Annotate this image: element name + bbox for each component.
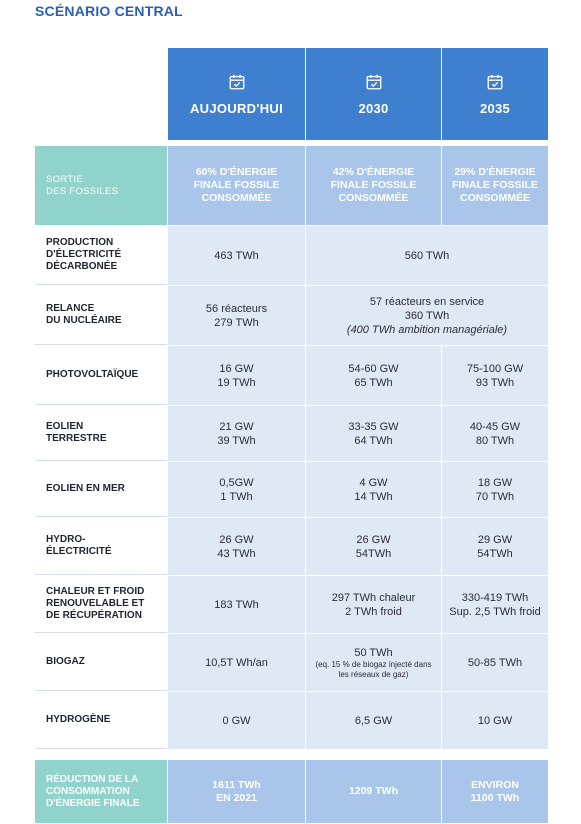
cell-today: 60% D'ÉNERGIE FINALE FOSSILE CONSOMMÉE (167, 146, 305, 225)
row-label: HYDROGÈNE (35, 692, 167, 749)
row-label: RELANCE DU NUCLÉAIRE (35, 286, 167, 345)
cell-2030: 4 GW 14 TWh (305, 462, 441, 517)
cell-2030-2035: 57 réacteurs en service 360 TWh (400 TWh ambition managériale) (305, 286, 548, 345)
column-label: AUJOURD'HUI (189, 100, 284, 116)
table-row-photovoltaique (35, 346, 548, 406)
cell-today: 183 TWh (167, 576, 305, 633)
table-row-nucleaire (35, 286, 548, 346)
cell-2030-2035: 560 TWh (305, 226, 548, 285)
column-label: 2035 (479, 100, 511, 116)
row-label: BIOGAZ (35, 634, 167, 691)
table-header (35, 48, 548, 140)
cell-2035: 50-85 TWh (441, 634, 548, 691)
cell-today: 26 GW 43 TWh (167, 518, 305, 575)
table-row-hydrogene (35, 692, 548, 750)
row-label: EOLIEN TERRESTRE (35, 406, 167, 461)
cell-today: 16 GW 19 TWh (167, 346, 305, 405)
row-label: SORTIE DES FOSSILES (35, 146, 167, 225)
cell-2035: 75-100 GW 93 TWh (441, 346, 548, 405)
cell-today: 0,5GW 1 TWh (167, 462, 305, 517)
cell-2030: 42% D'ÉNERGIE FINALE FOSSILE CONSOMMÉE (305, 146, 441, 225)
cell-today: 56 réacteurs 279 TWh (167, 286, 305, 345)
cell-2035: 29 GW 54TWh (441, 518, 548, 575)
column-header-2035 (441, 48, 548, 140)
row-label: CHALEUR ET FROID RENOUVELABLE ET DE RÉCUPÉRATION (35, 576, 167, 633)
cell-2030: 1209 TWh (305, 760, 441, 823)
cell-2030: 54-60 GW 65 TWh (305, 346, 441, 405)
calendar-check-icon (365, 73, 383, 91)
column-header-today (167, 48, 305, 140)
row-label: EOLIEN EN MER (35, 462, 167, 517)
cell-2035: 10 GW (441, 692, 548, 749)
table-row-consommation (35, 760, 548, 824)
table-row-biogaz (35, 634, 548, 692)
cell-today: 463 TWh (167, 226, 305, 285)
table-row-chaleur (35, 576, 548, 634)
cell-2035: 40-45 GW 80 TWh (441, 406, 548, 461)
cell-2030: 33-35 GW 64 TWh (305, 406, 441, 461)
cell-2030: 6,5 GW (305, 692, 441, 749)
cell-2035: 18 GW 70 TWh (441, 462, 548, 517)
column-label: 2030 (358, 100, 389, 116)
header-blank (35, 48, 167, 140)
cell-2035: ENVIRON 1100 TWh (441, 760, 548, 823)
cell-2035: 330-419 TWh Sup. 2,5 TWh froid (441, 576, 548, 633)
table-row-eolien-terrestre (35, 406, 548, 462)
page-title: SCÉNARIO CENTRAL (35, 3, 183, 19)
table-row-eolien-mer (35, 462, 548, 518)
cell-2030: 26 GW 54TWh (305, 518, 441, 575)
cell-2030: 297 TWh chaleur 2 TWh froid (305, 576, 441, 633)
cell-today: 0 GW (167, 692, 305, 749)
row-label: RÉDUCTION DE LA CONSOMMATION D'ÉNERGIE FINALE (35, 760, 167, 823)
table-row-fossiles (35, 146, 548, 226)
cell-2030: 50 TWh (eq. 15 % de biogaz injecté dans les réseaux de gaz) (305, 634, 441, 691)
calendar-check-icon (228, 73, 246, 91)
table-row-electricite (35, 226, 548, 286)
cell-2035: 29% D'ÉNERGIE FINALE FOSSILE CONSOMMÉE (441, 146, 548, 225)
calendar-check-icon (486, 73, 504, 91)
column-header-2030 (305, 48, 441, 140)
cell-today: 10,5T Wh/an (167, 634, 305, 691)
row-label: PRODUCTION D'ÉLECTRICITÉ DÉCARBONÉE (35, 226, 167, 285)
row-label: HYDRO- ÉLECTRICITÉ (35, 518, 167, 575)
scenario-table (35, 48, 548, 824)
table-row-hydro (35, 518, 548, 576)
cell-today: 21 GW 39 TWh (167, 406, 305, 461)
cell-today: 1611 TWh EN 2021 (167, 760, 305, 823)
row-label: PHOTOVOLTAÏQUE (35, 346, 167, 405)
